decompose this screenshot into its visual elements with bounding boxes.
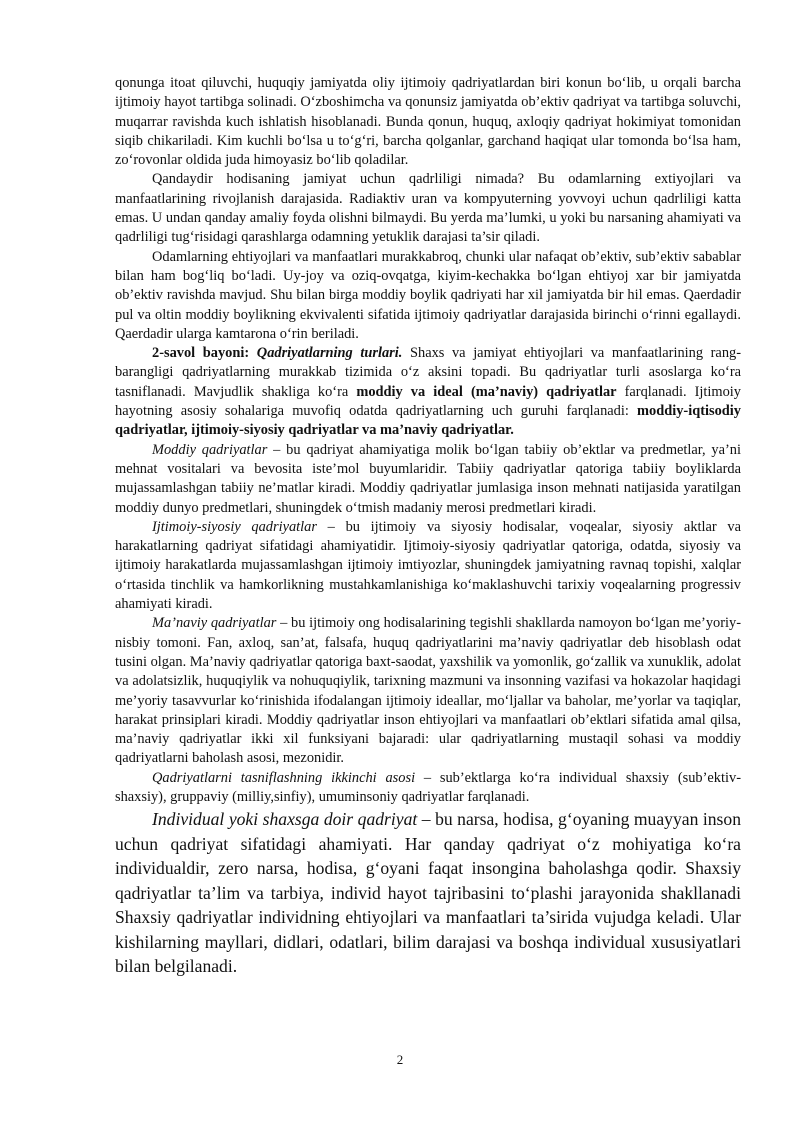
paragraph-spiritual-values [115, 614, 741, 768]
paragraph-text: farqlanadi. Ijtimoiy hayotning asosiy sohalariga muvofiq odatda qadriyatlarning uch guruhi farqlanadi: [115, 383, 741, 420]
paragraph-material-values [115, 441, 741, 518]
question-lead: 2-savol bayoni: [152, 345, 250, 362]
paragraph-text: Shaxs va jamiyat ehtiyojlari va manfaatlarining rang-barangligi qadriyatlarning murakkab tizimida o‘z aksini topadi. Bu qadriyatlar turli asoslarga ko‘ra tasniflanadi. Mavjudlik shakliga ko‘ra [115, 345, 742, 400]
paragraph-3: Odamlarning ehtiyojlari va manfaatlari murakkabroq, chunki ular nafaqat ob’ektiv, sub’ektiv sabablar bilan ham bog‘liq bo‘ladi. Uy-joy va oziq-ovqatga, kiyim-kechakka bo‘lgan ehtiyoj xar bir jamiyatda ob’ektiv ravishda mavjud. Shu bilan birga moddiy boylik qadriyati har xil jamiyatda bir hil emas. Qaerdadir pul va oltin moddiy boylikning ekvivalenti sifatida ijtimoiy qadriyatlar darajasida birinchi o‘rinni egallaydi. Qaerdadir ularga kamtarona o‘rin beriladi. [115, 248, 741, 342]
definition: – bu ijtimoiy va siyosiy hodisalar, voqealar, siyosiy aktlar va harakatlarning qadriyat sifatidagi ahamiyatidir. Ijtimoiy-siyosiy qadriyatlar qatoriga, odatda, siyosiy va ijtimoiy harakatlarda mujassamlashgan ijtimoiy imtiyozlar, shuningdek jamiyatning ravnaq topishi, xalqlar o‘rtasida tinchlik va hamkorlikning mustahkamlanishiga ko‘maklashuvchi tarixiy voqealarning progressiv ahamiyati kiradi. [115, 518, 741, 613]
definition: – bu ijtimoiy ong hodisalarining tegishli shakllarda namoyon bo‘lgan me’yoriy-nisbiy tomoni. Fan, axloq, san’at, falsafa, huquq qadriyatlarini ma’naviy qadriyatlar deb hisoblash odat tusini olgan. Ma’naviy qadriyatlar qatoriga baxt-saodat, yaxshilik va yomonlik, go‘zallik va xunuklik, adolat va adolatsizlik, huquqiylik va nohuquqiylik, tarixning mazmuni va insonning vazifasi va hokazolar haqidagi me’yoriy tasavvurlar ko‘rinishida ifodalangan ijtimoiy ideallar, mo‘ljallar va baholar, me’yorlar va taqiqlar, harakat prinsiplari kiradi. Moddiy qadriyatlar inson ehtiyojlari va manfaatlari ob’ektlari sifatida amal qilsa, ma’naviy qadriyatlar ikki xil funksiyani bajaradi: ular qadriyatlarning mustaqil sohasi va moddiy qadriyatlarni baholash asosi, mezonidir. [115, 615, 742, 767]
paragraph-second-basis [115, 769, 741, 808]
term: Ma’naviy qadriyatlar [152, 615, 277, 632]
definition: – bu qadriyat ahamiyatiga molik bo‘lgan tabiiy ob’ektlar va predmetlar, ya’ni mehnat vositalari va bevosita iste’mol buyumlaridir. Tabiiy qadriyatlar qatoriga tabiiy boyliklarda mujassamlashgan tabiiy ne’matlar kiradi. Moddiy qadriyatlar jumlasiga inson mehnati natijasida yaratilgan moddiy dunyo predmetlari, shuningdek o‘tmish madaniy merosi predmetlari kiradi. [115, 441, 741, 516]
definition: – bu narsa, hodisa, g‘oyaning muayyan inson uchun qadriyat sifatidagi ahamiyati. Har qanday qadriyat o‘z mohiyatiga ko‘ra individualdir, zero narsa, hodisa, g‘oyani faqat insongina baholashga qodir. Shaxsiy qadriyatlar ta’lim va tarbiya, individ hayot tajribasini to‘plashi jarayonida shakllanadi Shaxsiy qadriyatlar individning ehtiyojlari va manfaatlari ta’sirida vujudga keladi. Ular kishilarning mayllari, didlari, odatlari, bilim darajasi va boshqa individual xususiyatlari bilan belgilanadi. [115, 809, 741, 977]
paragraph-question-2 [115, 344, 741, 440]
paragraph-1: qonunga itoat qiluvchi, huquqiy jamiyatda oliy ijtimoiy qadriyatlardan biri konun bo‘lib, u orqali barcha ijtimoiy hayot tartibga solinadi. O‘zboshimcha va qonunsiz jamiyatda ob’ektiv qadriyat va tartibga soluvchi, muqarrar ravishda kuch ishlatish hisoblanadi. Bunda qonun, huquq, axloqiy qadriyat hokimiyat tomonidan siqib chikariladi. Kim kuchli bo‘lsa u to‘g‘ri, barcha qolganlar, garchand haqiqat ular tomonda bo‘lsa ham, zo‘rovonlar oldida juda himoyasiz bo‘lib qoladilar. [115, 75, 741, 169]
bold-phrase: moddiy-iqtisodiy qadriyatlar, ijtimoiy-siyosiy qadriyatlar va ma’naviy qadriyatlar. [115, 403, 741, 439]
term: Individual yoki shaxsga doir qadriyat [152, 809, 418, 830]
term: Qadriyatlarni tasniflashning ikkinchi asosi [152, 769, 416, 786]
page-number: 2 [396, 1052, 404, 1067]
term: Ijtimoiy-siyosiy qadriyatlar [152, 518, 317, 535]
section-title: Qadriyatlarning turlari. [256, 345, 403, 362]
paragraph-sociopolitical-values [115, 518, 741, 614]
paragraph-2: Qandaydir hodisaning jamiyat uchun qadrliligi nimada? Bu odamlarning extiyojlari va manfaatlarining rivojlanish darajasida. Radiaktiv uran va kompyuterning yovvoyi uchun qadrliligi katta emas. U undan qanday amaliy foyda olishni bilmaydi. Bu yerda ma’lumki, u yoki bu narsaning ahamiyati va qadrliligi tug‘risidagi qarashlarga odamning yetuklik darajasi ta’sir qiladi. [115, 171, 741, 246]
paragraph-individual-values [115, 807, 741, 979]
definition: – sub’ektlarga ko‘ra individual shaxsiy (sub’ektiv-shaxsiy), gruppaviy (milliy,sinfiy), umuminsoniy qadriyatlar farqlanadi. [115, 769, 741, 805]
document-page [115, 74, 741, 979]
term: Moddiy qadriyatlar [152, 441, 268, 458]
bold-phrase: moddiy va ideal (ma’naviy) qadriyatlar [356, 383, 617, 400]
